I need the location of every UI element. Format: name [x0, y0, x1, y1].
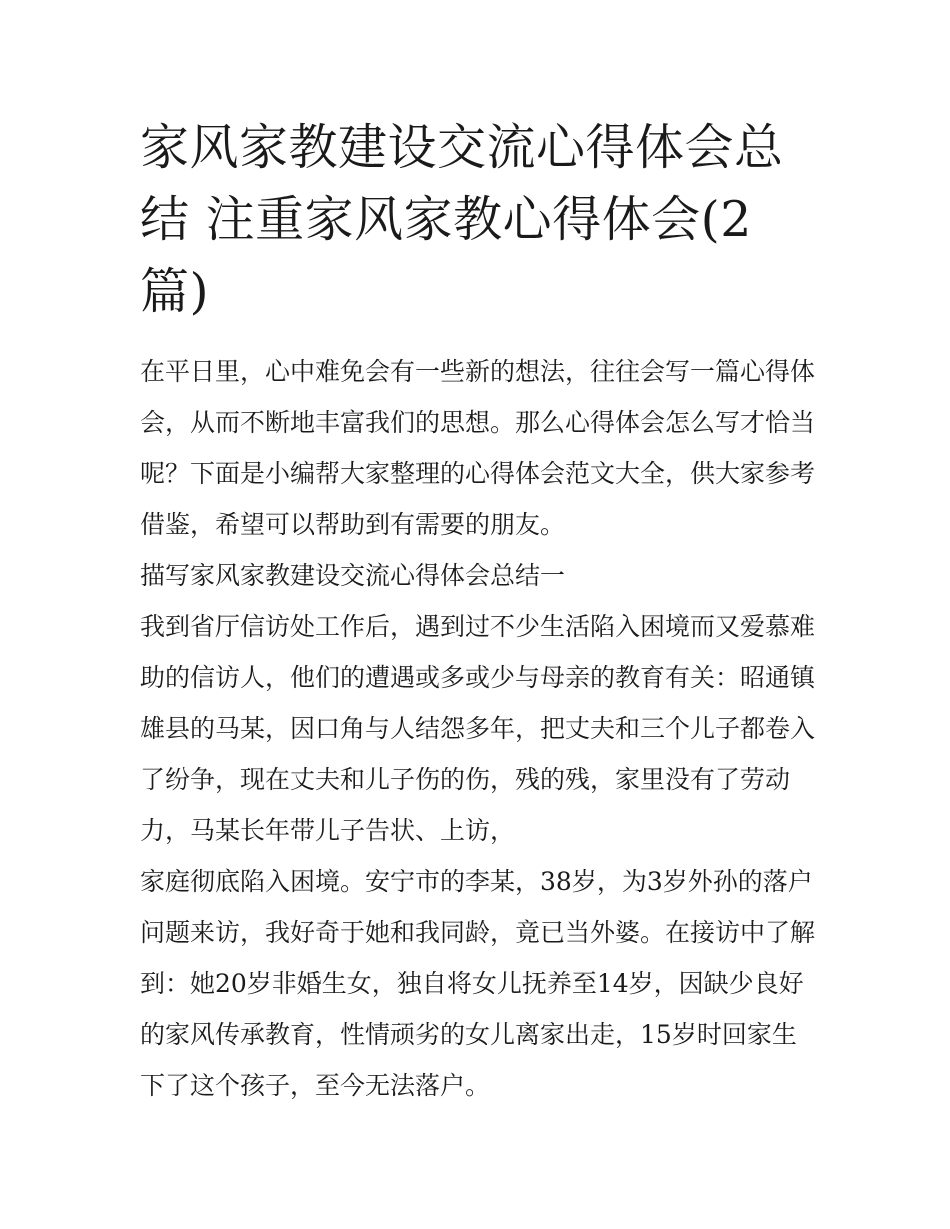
body-paragraph-2: 家庭彻底陷入困境。安宁市的李某，38岁，为3岁外孙的落户问题来访，我好奇于她和我同龄，竟已当外婆。在接访中了解到：她20岁非婚生女，独自将女儿抚养至14岁，因缺少良好的家风传承教育，性情顽劣的女儿离家出走，15岁时回家生下了这个孩子，至今无法落户。 — [140, 867, 816, 1100]
section-heading: 描写家风家教建设交流心得体会总结一 — [140, 561, 566, 590]
body-paragraph-1: 我到省厅信访处工作后，遇到过不少生活陷入困境而又爱慕难助的信访人，他们的遭遇或多或少与母亲的教育有关：昭通镇雄县的马某，因口角与人结怨多年，把丈夫和三个儿子都卷入了纷争，现在丈夫和儿子伤的伤，残的残，家里没有了劳动力，马某长年带儿子告状、上访， — [140, 612, 816, 845]
intro-paragraph: 在平日里，心中难免会有一些新的想法，往往会写一篇心得体会，从而不断地丰富我们的思想。那么心得体会怎么写才恰当呢？下面是小编帮大家整理的心得体会范文大全，供大家参考借鉴，希望可以帮助到有需要的朋友。 — [140, 357, 816, 539]
document-page — [140, 112, 820, 1111]
document-title: 家风家教建设交流心得体会总结 注重家风家教心得体会(2篇) — [140, 119, 784, 320]
